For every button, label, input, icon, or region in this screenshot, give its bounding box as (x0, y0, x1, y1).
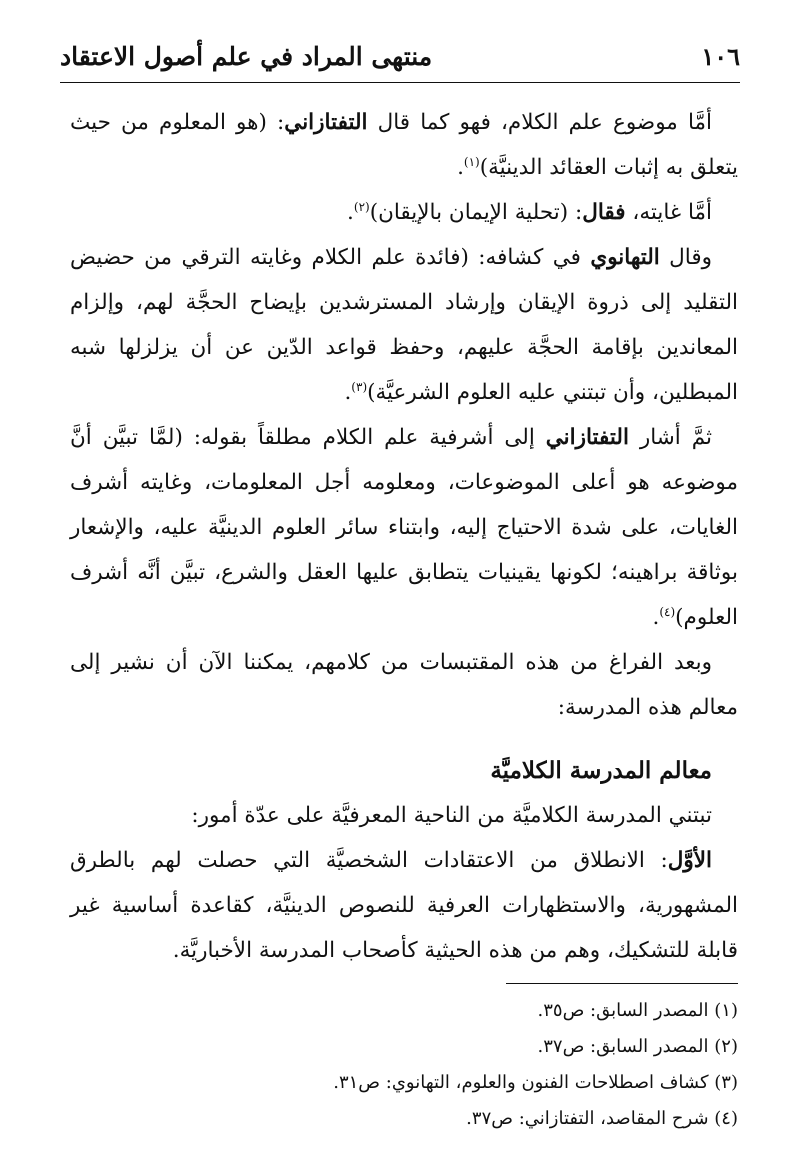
author-name: التفتازاني (284, 110, 368, 135)
paragraph-transition: وبعد الفراغ من هذه المقتبسات من كلامهم، يمكننا الآن أن نشير إلى معالم هذه المدرسة: (70, 650, 738, 720)
footnote-ref: (٢) (353, 199, 370, 214)
footnote-ref: (٤) (659, 604, 676, 619)
author-name: التفتازاني (545, 425, 629, 450)
footnote-item: (٣) كشاف اصطلاحات الفنون والعلوم، التهانوي: ص٣١. (333, 1072, 738, 1093)
text-run: : الانطلاق من الاعتقادات الشخصيَّة التي حصلت لهم بالطرق المشهورية، والاستظهارات العرفية للنصوص الدينيَّة، كقاعدة أساسية غير قابلة للتشكيك، وهم من هذه الحيثية كأصحاب المدرسة الأخباريَّة. (70, 848, 738, 963)
footnotes (70, 993, 738, 1137)
paragraph-first-point (70, 838, 738, 973)
paragraph-nobility (70, 415, 738, 640)
paragraph-intro: تبتني المدرسة الكلاميَّة من الناحية المعرفيَّة على عدّة أمور: (191, 803, 712, 828)
paragraph-goal (70, 190, 738, 235)
footnote-item: (١) المصدر السابق: ص٣٥. (537, 1000, 738, 1021)
point-label: الأوَّل (667, 848, 712, 873)
bold-word: فقال (582, 200, 626, 225)
page-header (60, 30, 740, 83)
text-run: . (457, 155, 464, 180)
author-name: التهانوي (590, 245, 660, 270)
footnote-separator (506, 983, 738, 984)
text-run: : (هو المعلوم من حيث يتعلق به إثبات العقائد الدينيَّة) (70, 110, 738, 180)
text-run: ثمَّ أشار (628, 425, 712, 450)
text-run: إلى أشرفية علم الكلام مطلقاً بقوله: (لمَّا تبيَّن أنَّ موضوعه هو أعلى الموضوعات، ومعلومه أجل المعلومات، وغايته أشرف الغايات، على شدة الاحتياج إليه، وابتناء سائر العلوم الدينيَّة عليه، والإشعار بوثاقة براهينه؛ لكونها يقينيات يتطابق عليها العقل والشرع، تبيَّن أنَّه أشرف العلوم) (70, 425, 739, 630)
page-number: ١٠٦ (701, 41, 740, 71)
page-body (70, 100, 738, 973)
text-run: . (344, 380, 352, 405)
text-run: في كشافه: (فائدة علم الكلام وغايته الترقي من حضيض التقليد إلى ذروة الإيقان وإرشاد المسترشدين بإيضاح الحجَّة لهم، وإلزام المعاندين بإقامة الحجَّة عليهم، وحفظ قواعد الدّين عن أن يزلزلها شبه المبطلين، وأن تبتني عليه العلوم الشرعيَّة) (70, 245, 738, 405)
section-heading: معالم المدرسة الكلاميَّة (490, 757, 712, 784)
footnote-ref: (٣) (351, 379, 368, 394)
paragraph-subject (70, 100, 738, 190)
footnote-item: (٢) المصدر السابق: ص٣٧. (537, 1036, 738, 1057)
footnote-ref: (١) (463, 154, 480, 169)
text-run: أمَّا موضوع علم الكلام، فهو كما قال (367, 110, 712, 135)
text-run: . (347, 200, 354, 225)
text-run: وقال (659, 245, 713, 270)
text-run: . (652, 605, 660, 630)
text-run: : (تحلية الإيمان بالإيقان) (369, 200, 583, 225)
running-title: منتهى المراد في علم أصول الاعتقاد (60, 41, 433, 71)
text-run: أمَّا غايته، (625, 200, 712, 225)
paragraph-tahanawi (70, 235, 738, 415)
footnote-item: (٤) شرح المقاصد، التفتازاني: ص٣٧. (466, 1108, 738, 1129)
